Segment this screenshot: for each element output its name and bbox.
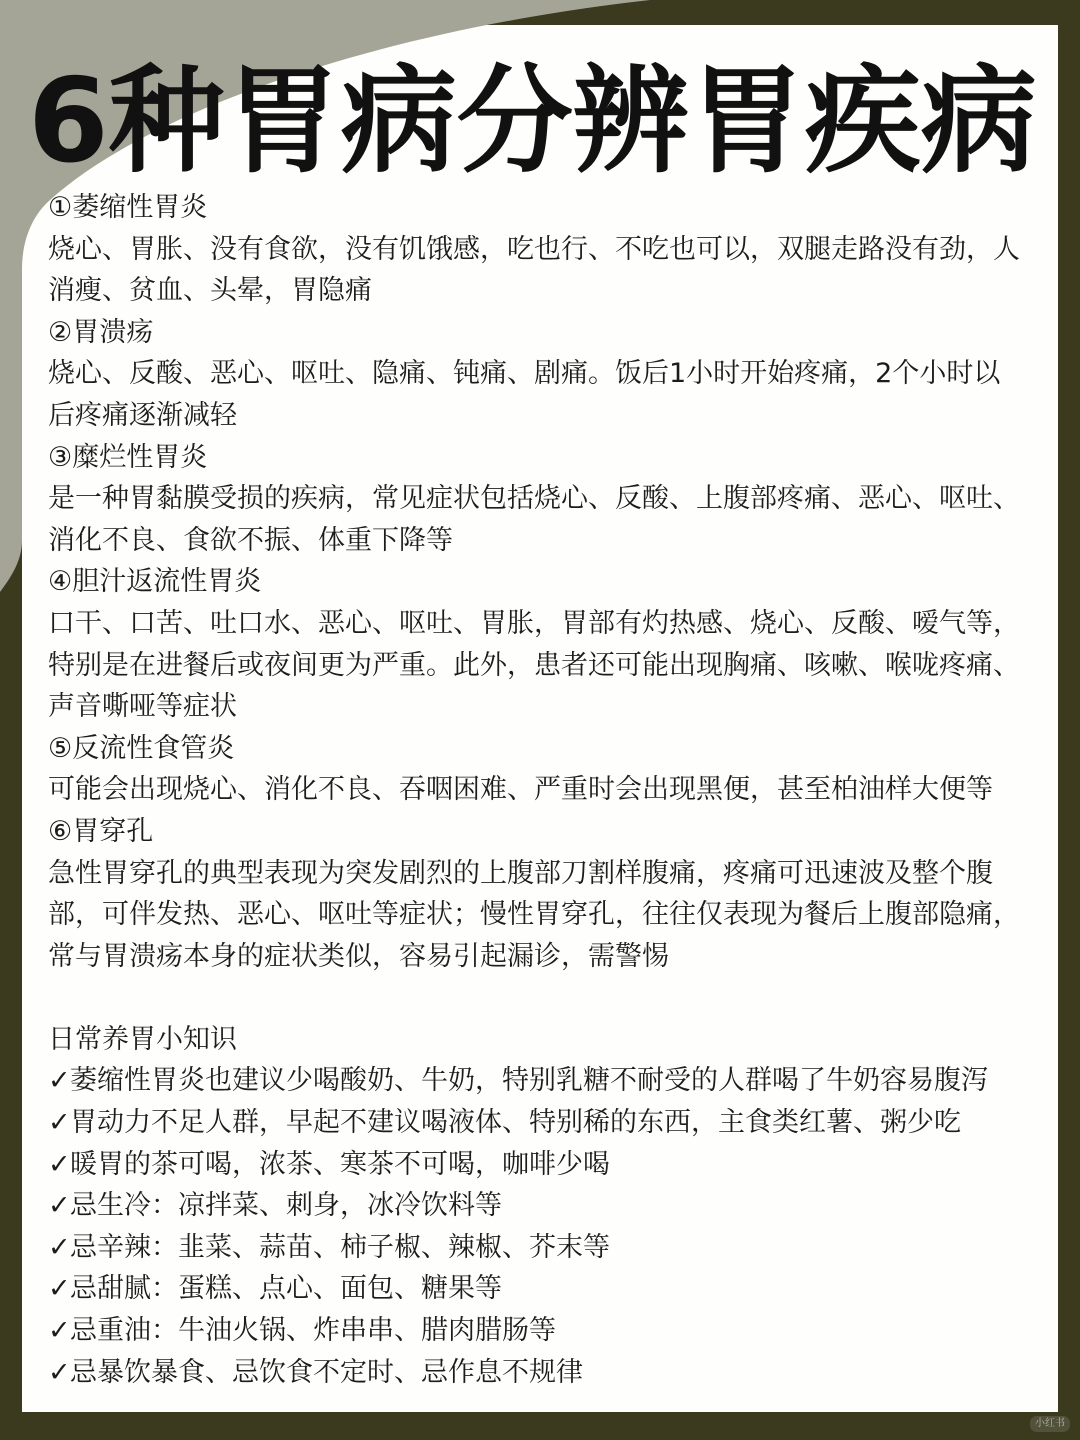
section-line: 消化不良、食欲不振、体重下降等 — [48, 524, 453, 556]
section-gastric-perforation — [48, 811, 1048, 977]
tip-item — [48, 1268, 1048, 1310]
tips-section — [48, 1019, 1048, 1393]
check-icon: ✓ — [48, 1315, 71, 1347]
section-gastric-ulcer — [48, 312, 1048, 437]
tip-text: 忌暴饮暴食、忌饮食不定时、忌作息不规律 — [70, 1356, 583, 1388]
section-line: 口干、口苦、吐口水、恶心、呕吐、胃胀，胃部有灼热感、烧心、反酸、嗳气等， — [48, 607, 1020, 639]
tip-item — [48, 1185, 1048, 1227]
tip-text: 忌辛辣：韭菜、蒜苗、柿子椒、辣椒、芥末等 — [70, 1231, 610, 1263]
section-heading: ⑥胃穿孔 — [48, 815, 154, 847]
tip-text: 忌甜腻：蛋糕、点心、面包、糖果等 — [70, 1273, 502, 1305]
watermark-logo: 小红书 — [1030, 1416, 1070, 1432]
section-line: 可能会出现烧心、消化不良、吞咽困难、严重时会出现黑便，甚至柏油样大便等 — [48, 774, 993, 806]
tip-text: 暖胃的茶可喝，浓茶、寒茶不可喝，咖啡少喝 — [70, 1148, 610, 1180]
section-erosive-gastritis — [48, 437, 1048, 562]
section-heading: ⑤反流性食管炎 — [48, 732, 235, 764]
section-heading: ③糜烂性胃炎 — [48, 441, 208, 473]
section-bile-reflux-gastritis — [48, 561, 1048, 727]
tip-item — [48, 1352, 1048, 1394]
tip-item — [48, 1102, 1048, 1144]
page-title: 6种胃病分辨胃疾病 — [28, 54, 1037, 189]
check-icon: ✓ — [48, 1356, 71, 1388]
check-icon: ✓ — [48, 1065, 71, 1097]
check-icon: ✓ — [48, 1231, 71, 1263]
section-line: 消瘦、贫血、头晕，胃隐痛 — [48, 275, 372, 307]
tip-item — [48, 1144, 1048, 1186]
tip-text: 忌重油：牛油火锅、炸串串、腊肉腊肠等 — [70, 1315, 556, 1347]
section-line: 是一种胃黏膜受损的疾病，常见症状包括烧心、反酸、上腹部疼痛、恶心、呕吐、 — [48, 483, 1020, 515]
section-line: 部，可伴发热、恶心、呕吐等症状；慢性胃穿孔，往往仅表现为餐后上腹部隐痛， — [48, 899, 1020, 931]
tip-text: 忌生冷：凉拌菜、刺身，冰冷饮料等 — [70, 1190, 502, 1222]
section-heading: ④胆汁返流性胃炎 — [48, 566, 262, 598]
check-icon: ✓ — [48, 1107, 71, 1139]
section-heading: ②胃溃疡 — [48, 316, 154, 348]
article-body — [48, 187, 1048, 1393]
section-reflux-esophagitis — [48, 728, 1048, 811]
section-line: 常与胃溃疡本身的症状类似，容易引起漏诊，需警惕 — [48, 940, 669, 972]
tips-heading: 日常养胃小知识 — [48, 1023, 237, 1055]
tip-item — [48, 1060, 1048, 1102]
section-line: 烧心、反酸、恶心、呕吐、隐痛、钝痛、剧痛。饭后1小时开始疼痛，2个小时以 — [48, 358, 1001, 390]
section-line: 声音嘶哑等症状 — [48, 691, 237, 723]
section-line: 急性胃穿孔的典型表现为突发剧烈的上腹部刀割样腹痛，疼痛可迅速波及整个腹 — [48, 857, 993, 889]
section-line: 特别是在进餐后或夜间更为严重。此外，患者还可能出现胸痛、咳嗽、喉咙疼痛、 — [48, 649, 1020, 681]
spacer — [48, 977, 1048, 1019]
check-icon: ✓ — [48, 1190, 71, 1222]
tip-text: 胃动力不足人群，早起不建议喝液体、特别稀的东西，主食类红薯、粥少吃 — [70, 1107, 961, 1139]
section-line: 烧心、胃胀、没有食欲，没有饥饿感，吃也行、不吃也可以，双腿走路没有劲，人 — [48, 233, 1020, 265]
section-atrophic-gastritis — [48, 187, 1048, 312]
section-heading: ①萎缩性胃炎 — [48, 192, 208, 223]
check-icon: ✓ — [48, 1273, 71, 1305]
check-icon: ✓ — [48, 1148, 71, 1180]
tip-item — [48, 1310, 1048, 1352]
section-line: 后疼痛逐渐减轻 — [48, 399, 237, 431]
tip-text: 萎缩性胃炎也建议少喝酸奶、牛奶，特别乳糖不耐受的人群喝了牛奶容易腹泻 — [70, 1065, 988, 1097]
tip-item — [48, 1227, 1048, 1269]
